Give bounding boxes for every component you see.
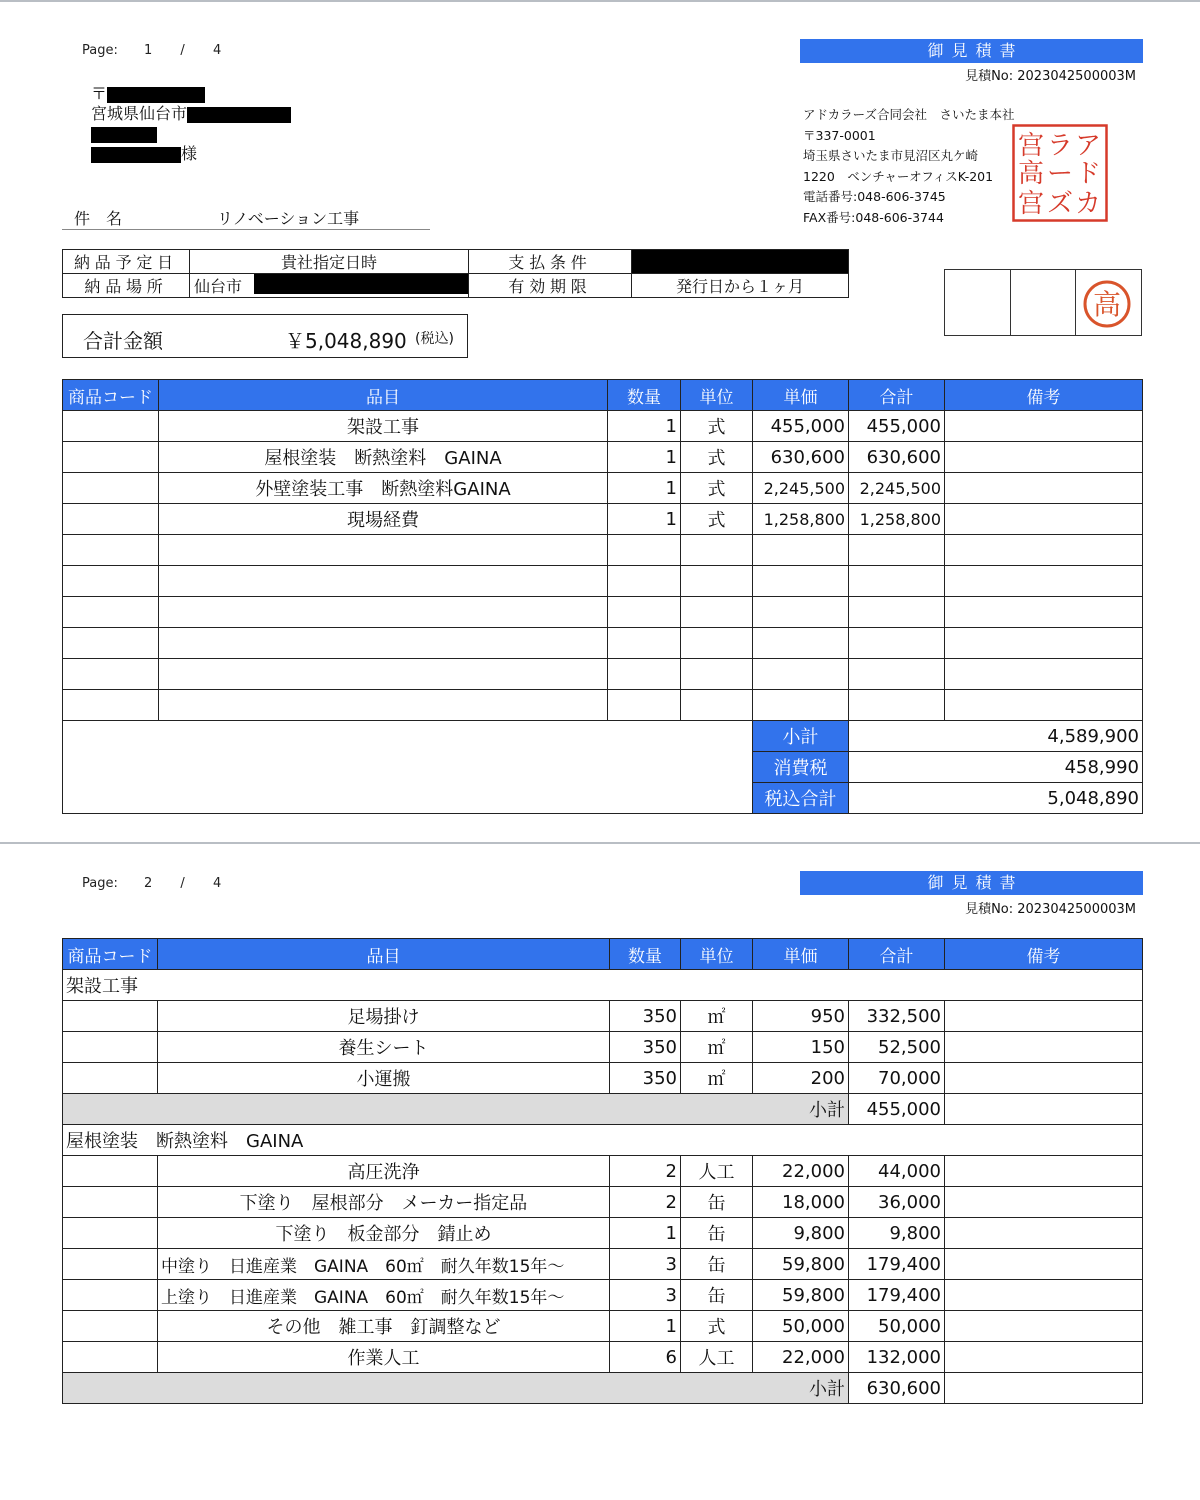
col-header-note: 備考	[945, 380, 1143, 411]
document-title: 御見積書	[800, 871, 1143, 895]
section-subtotal-value: 630,600	[849, 1373, 945, 1404]
cell-item: 高圧洗浄	[158, 1156, 610, 1187]
cell-price: 22,000	[753, 1156, 849, 1187]
company-address2: 1220 ベンチャーオフィスK-201	[803, 168, 994, 184]
delivery-place-label: 納品場所	[63, 274, 190, 298]
svg-text:ラ: ラ	[1046, 131, 1074, 161]
cell-code	[63, 411, 159, 442]
cell-unit: ㎡	[681, 1063, 753, 1094]
col-header-qty: 数量	[610, 939, 681, 970]
approval-seal-icon	[1083, 280, 1131, 328]
cell-price: 22,000	[753, 1342, 849, 1373]
cell-unit: 式	[681, 473, 753, 504]
grand-total-value: 5,048,890	[849, 783, 1143, 814]
section-title: 架設工事	[63, 970, 1143, 1001]
cell-unit: 式	[681, 504, 753, 535]
redaction	[91, 147, 181, 163]
cell-total: 44,000	[849, 1156, 945, 1187]
delivery-date-value: 貴社指定日時	[190, 250, 469, 274]
redaction	[187, 107, 291, 123]
company-postal: 〒337-0001	[803, 127, 876, 143]
col-header-item: 品目	[158, 939, 610, 970]
page-indicator	[82, 876, 221, 891]
cell-price: 950	[753, 1001, 849, 1032]
tax-value: 458,990	[849, 752, 1143, 783]
cell-total: 179,400	[849, 1249, 945, 1280]
col-header-qty: 数量	[608, 380, 681, 411]
recipient-postal: 〒	[91, 84, 331, 104]
approval-box-1	[945, 270, 1011, 335]
cell-qty: 6	[610, 1342, 681, 1373]
cell-qty: 2	[610, 1156, 681, 1187]
cell-qty: 1	[608, 473, 681, 504]
section-subtotal-label: 小計	[63, 1094, 849, 1125]
table-row-empty	[63, 597, 1143, 628]
cell-qty: 1	[608, 411, 681, 442]
cell-unit: 人工	[681, 1342, 753, 1373]
cell-qty: 1	[610, 1218, 681, 1249]
table-row	[63, 411, 1143, 442]
cell-qty: 350	[610, 1063, 681, 1094]
section-subtotal-label: 小計	[63, 1373, 849, 1404]
page-top-border	[0, 0, 1200, 2]
cell-item: 外壁塗装工事 断熱塗料GAINA	[159, 473, 608, 504]
cell-unit: 缶	[681, 1187, 753, 1218]
cell-total: 70,000	[849, 1063, 945, 1094]
section-title-row	[63, 970, 1143, 1001]
svg-text:ア: ア	[1074, 131, 1102, 161]
cell-code	[63, 473, 159, 504]
table-row	[63, 442, 1143, 473]
cell-note	[945, 504, 1143, 535]
svg-text:ド: ド	[1074, 159, 1102, 189]
cell-price: 9,800	[753, 1218, 849, 1249]
cell-unit: 式	[681, 411, 753, 442]
recipient-block	[91, 84, 331, 164]
table-row	[63, 1218, 1143, 1249]
cell-item: 養生シート	[158, 1032, 610, 1063]
cell-price: 1,258,800	[753, 504, 849, 535]
page-label: Page:	[82, 876, 118, 891]
section-title-row	[63, 1125, 1143, 1156]
cell-note	[945, 473, 1143, 504]
page-total: 4	[212, 43, 222, 58]
cell-total: 2,245,500	[849, 473, 945, 504]
company-tel: 電話番号:048-606-3745	[803, 189, 946, 204]
redaction	[107, 87, 205, 103]
cell-total: 50,000	[849, 1311, 945, 1342]
page-current: 1	[144, 43, 153, 58]
table-row-empty	[63, 566, 1143, 597]
recipient-line3	[91, 124, 331, 144]
table-row	[63, 504, 1143, 535]
cell-total: 630,600	[849, 442, 945, 473]
col-header-code: 商品コード	[63, 380, 159, 411]
cell-qty: 3	[610, 1280, 681, 1311]
page-separator: /	[180, 43, 185, 58]
table-row-empty	[63, 628, 1143, 659]
total-label: 合計金額	[83, 329, 163, 353]
table-row-empty	[63, 690, 1143, 721]
cell-code	[63, 504, 159, 535]
cell-total: 455,000	[849, 411, 945, 442]
cell-item: 足場掛け	[158, 1001, 610, 1032]
items-table-page1	[62, 379, 1143, 814]
subject-value: リノベーション工事	[217, 209, 360, 228]
cell-unit: 式	[681, 442, 753, 473]
cell-item: 屋根塗装 断熱塗料 GAINA	[159, 442, 608, 473]
payment-terms-redacted	[632, 250, 849, 274]
quote-number: 見積No: 2023042500003M	[965, 69, 1136, 84]
cell-total: 179,400	[849, 1280, 945, 1311]
col-header-item: 品目	[159, 380, 608, 411]
svg-text:高: 高	[1093, 288, 1122, 321]
section-subtotal-row	[63, 1094, 1143, 1125]
section-title: 屋根塗装 断熱塗料 GAINA	[63, 1125, 1143, 1156]
company-address1: 埼玉県さいたま市見沼区丸ケ崎	[803, 148, 979, 163]
cell-item: 中塗り 日進産業 GAINA 60㎡ 耐久年数15年〜	[158, 1249, 610, 1280]
cell-total: 332,500	[849, 1001, 945, 1032]
table-row	[63, 473, 1143, 504]
col-header-note: 備考	[945, 939, 1143, 970]
table-row	[63, 1311, 1143, 1342]
document-title: 御見積書	[800, 39, 1143, 63]
approval-box-2	[1011, 270, 1077, 335]
col-header-price: 単価	[753, 939, 849, 970]
cell-qty: 350	[610, 1001, 681, 1032]
cell-total: 1,258,800	[849, 504, 945, 535]
col-header-code: 商品コード	[63, 939, 158, 970]
subtotal-label: 小計	[753, 721, 849, 752]
section-subtotal-row	[63, 1373, 1143, 1404]
cell-note	[945, 411, 1143, 442]
subtotal-value: 4,589,900	[849, 721, 1143, 752]
cell-unit: 缶	[681, 1249, 753, 1280]
cell-price: 200	[753, 1063, 849, 1094]
tax-label: 消費税	[753, 752, 849, 783]
table-header-row	[63, 380, 1143, 411]
subject-row	[62, 206, 430, 230]
table-row	[63, 1280, 1143, 1311]
svg-text:宫: 宫	[1017, 131, 1045, 161]
cell-unit: 缶	[681, 1280, 753, 1311]
svg-text:カ: カ	[1074, 189, 1102, 219]
page-total: 4	[212, 876, 222, 891]
cell-qty: 350	[610, 1032, 681, 1063]
section-subtotal-value: 455,000	[849, 1094, 945, 1125]
svg-text:高: 高	[1017, 159, 1045, 189]
table-row	[63, 1249, 1143, 1280]
cell-unit: ㎡	[681, 1032, 753, 1063]
page-indicator	[82, 43, 221, 58]
table-row	[63, 1156, 1143, 1187]
validity-label: 有効期限	[469, 274, 632, 298]
cell-code	[63, 442, 159, 473]
cell-total: 9,800	[849, 1218, 945, 1249]
cell-item: その他 雑工事 釘調整など	[158, 1311, 610, 1342]
table-row-empty	[63, 659, 1143, 690]
approval-box-3	[1076, 270, 1141, 335]
cell-unit: 人工	[681, 1156, 753, 1187]
table-row	[63, 1032, 1143, 1063]
cell-qty: 1	[608, 504, 681, 535]
col-header-price: 単価	[753, 380, 849, 411]
cell-price: 630,600	[753, 442, 849, 473]
cell-price: 455,000	[753, 411, 849, 442]
cell-qty: 1	[610, 1311, 681, 1342]
cell-qty: 2	[610, 1187, 681, 1218]
payment-terms-label: 支払条件	[469, 250, 632, 274]
summary-subtotal-row	[63, 721, 1143, 752]
recipient-name: 様	[91, 144, 331, 164]
cell-price: 59,800	[753, 1280, 849, 1311]
cell-total: 52,500	[849, 1032, 945, 1063]
company-fax: FAX番号:048-606-3744	[803, 209, 944, 225]
grand-total-label: 税込合計	[753, 783, 849, 814]
cell-total: 36,000	[849, 1187, 945, 1218]
page-current: 2	[144, 876, 153, 891]
col-header-total: 合計	[849, 939, 945, 970]
table-row	[63, 1342, 1143, 1373]
delivery-place-value: 仙台市	[194, 277, 243, 296]
page-divider	[0, 842, 1200, 844]
validity-value: 発行日から１ヶ月	[632, 274, 849, 298]
total-amount: ￥5,048,890	[285, 329, 407, 353]
cell-item: 小運搬	[158, 1063, 610, 1094]
company-seal-icon	[1012, 124, 1108, 222]
cell-item: 作業人工	[158, 1342, 610, 1373]
col-header-unit: 単位	[681, 380, 753, 411]
redaction	[91, 127, 157, 143]
cell-price: 2,245,500	[753, 473, 849, 504]
cell-price: 50,000	[753, 1311, 849, 1342]
total-tax-note: (税込)	[415, 331, 454, 347]
company-name: アドカラーズ合同会社 さいたま本社	[803, 107, 1015, 122]
col-header-total: 合計	[849, 380, 945, 411]
table-row-empty	[63, 535, 1143, 566]
cell-unit: ㎡	[681, 1001, 753, 1032]
subject-label: 件 名	[74, 209, 123, 228]
redaction	[254, 274, 468, 294]
cell-price: 150	[753, 1032, 849, 1063]
recipient-address: 宮城県仙台市	[91, 104, 331, 124]
table-header-row	[63, 939, 1143, 970]
page-separator: /	[180, 876, 185, 891]
cell-qty: 1	[608, 442, 681, 473]
table-row	[63, 1001, 1143, 1032]
items-table-page2	[62, 938, 1143, 1404]
summary-blank	[63, 721, 753, 814]
svg-text:宫: 宫	[1017, 189, 1045, 219]
svg-text:ー: ー	[1046, 159, 1074, 189]
cell-note	[945, 442, 1143, 473]
table-row	[63, 1187, 1143, 1218]
total-amount-box	[62, 314, 468, 358]
cell-item: 下塗り 屋根部分 メーカー指定品	[158, 1187, 610, 1218]
delivery-place-cell	[190, 274, 469, 298]
cell-item: 下塗り 板金部分 錆止め	[158, 1218, 610, 1249]
cell-qty: 3	[610, 1249, 681, 1280]
cell-item: 現場経費	[159, 504, 608, 535]
page-label: Page:	[82, 43, 118, 58]
cell-unit: 式	[681, 1311, 753, 1342]
issuer-company-block	[803, 105, 1023, 228]
cell-price: 18,000	[753, 1187, 849, 1218]
table-row	[63, 1063, 1143, 1094]
delivery-date-label: 納品予定日	[63, 250, 190, 274]
approval-boxes	[944, 269, 1142, 336]
svg-text:ズ: ズ	[1046, 189, 1074, 219]
cell-price: 59,800	[753, 1249, 849, 1280]
quote-number: 見積No: 2023042500003M	[965, 902, 1136, 917]
cell-item: 架設工事	[159, 411, 608, 442]
cell-item: 上塗り 日進産業 GAINA 60㎡ 耐久年数15年〜	[158, 1280, 610, 1311]
col-header-unit: 単位	[681, 939, 753, 970]
delivery-info-table	[62, 249, 849, 298]
cell-total: 132,000	[849, 1342, 945, 1373]
cell-unit: 缶	[681, 1218, 753, 1249]
